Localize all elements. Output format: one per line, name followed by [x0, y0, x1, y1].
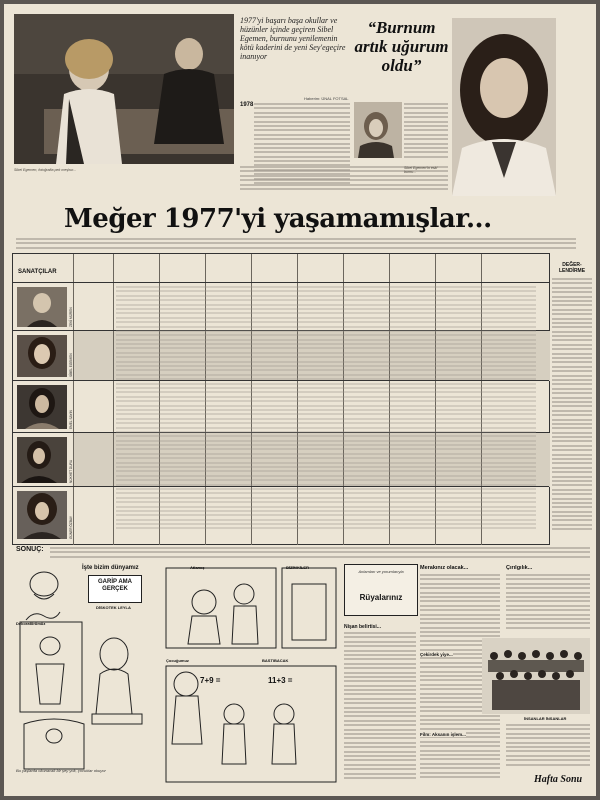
intro-text: 1977'yi başarı başa okullar ve hüzünler içinde geçiren Sibel Egemen, burnunu yenilemenin kötü kaderini de yeni Sey'egeçire inanıyor: [240, 16, 346, 61]
row-label: ZEKİ MÜREN: [69, 307, 73, 327]
cartoon-left: [14, 564, 156, 784]
col4-head: Çırılgılık...: [506, 565, 533, 571]
col3-sub3: Nişan belirtisi...: [344, 624, 381, 630]
photo-small-inset: [354, 102, 402, 158]
table-right-header: DEĞER-LENDİRME: [558, 262, 586, 274]
headline-burnum: “Burnum artık uğurum oldu”: [354, 18, 449, 75]
photo-sibel-egemen-portrait: [452, 18, 556, 196]
right-column-text: [552, 278, 592, 538]
sub-atlamis: Atlamış: [190, 565, 205, 570]
sub-diskotek: DİSKOTEK LEYLA: [96, 605, 131, 610]
col4-text-bottom: [506, 724, 590, 770]
artist-photo: [17, 335, 67, 377]
newspaper-page: [4, 4, 596, 796]
photo-group: [482, 638, 590, 714]
row-label: SİBEL EGEMEN: [69, 353, 73, 377]
cartoon-middle-bottom: [164, 664, 338, 784]
table-header-row: [13, 254, 549, 282]
col4-text: [506, 574, 590, 634]
intro-columns: [16, 238, 576, 250]
table-cell-text: [116, 286, 536, 536]
sub-dekorator: Dekoratörümüz: [16, 621, 46, 626]
photo-sibel-egemen-bar: [14, 14, 234, 164]
page-footer-brand: Hafta Sonu: [534, 774, 583, 785]
caption-left: Sibel Egemen, fotoğrafta pek meşhur...: [14, 168, 77, 172]
cartoon-middle-top: [164, 564, 338, 650]
main-title: Meğer 1977'yi yaşamamışlar...: [64, 204, 492, 234]
row-label: NÜKHET DURU: [69, 459, 73, 483]
row-label: EMEL SAYIN: [69, 410, 73, 429]
artist-photo: [17, 287, 67, 327]
math-right: 11+3 =: [268, 676, 293, 685]
article-body-right: [404, 103, 448, 163]
row-label: GÜNER ÖZBAY: [69, 516, 73, 539]
col3-sub: Çekirdek yiye...: [420, 652, 453, 657]
sub-bizimkiler: BİZİMKİLER: [286, 565, 309, 570]
cartoon-title: İşte bizim dünyamız: [82, 565, 139, 571]
col4-sub: İNSANLAR İNSANLAR: [524, 716, 567, 721]
sub-cocugumuz: Çocuğumuz: [166, 658, 189, 663]
sub-bastibacak: BASTIBACAK: [262, 658, 289, 663]
year-label: 1978: [240, 102, 254, 108]
bottom-caption: Bu yaşlarda okunacak bir şey yok, çocuklar okuyor: [16, 768, 106, 773]
sonuc-label: SONUÇ:: [16, 546, 44, 553]
col3-head: Merakınız olacak...: [420, 565, 469, 571]
col3-sub-film: Film: Aksanın işlem...: [420, 732, 466, 737]
sonuc-text: [50, 547, 590, 559]
garip-ama-gercek-box: GARİP AMA GERÇEK: [88, 575, 142, 603]
dreams-sub: Anlamları ve yorumlarıyla: [358, 569, 404, 574]
artist-photo: [17, 437, 67, 483]
artist-photo: [17, 491, 67, 539]
table-section-label: SANATÇILAR: [18, 269, 57, 275]
caption-right: Sibel Egemen'in eski burnu...: [404, 166, 438, 175]
artist-photo: [17, 385, 67, 429]
byline: Haberim: ÜNAL FOTSAL: [304, 96, 349, 101]
dreams-box: [344, 564, 418, 616]
dreams-text: [344, 632, 416, 782]
dreams-title: Rüyalarınız: [359, 593, 403, 602]
math-left: 7+9 =: [200, 676, 221, 685]
